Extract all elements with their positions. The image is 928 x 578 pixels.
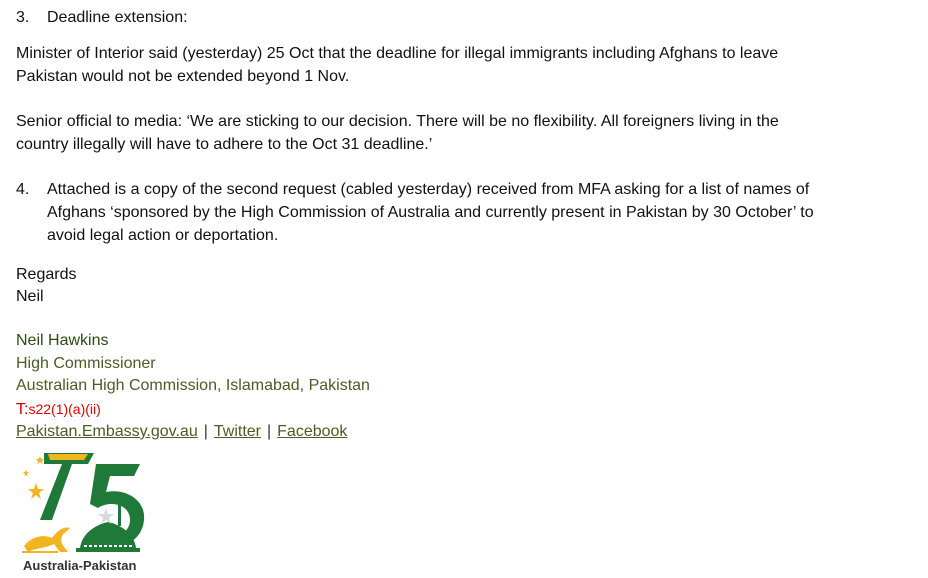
paragraph-1-line-2: Pakistan would not be extended beyond 1 Nov. <box>16 68 350 85</box>
section-3-number: 3. <box>16 9 30 26</box>
signature-title: High Commissioner <box>16 355 156 372</box>
paragraph-1-line-1: Minister of Interior said (yesterday) 25 Oct that the deadline for illegal immigrants including Afghans to leave <box>16 45 779 62</box>
closing-name: Neil <box>16 288 44 305</box>
phone-redaction: s22(1)(a)(ii) <box>28 401 101 417</box>
signature-links <box>16 421 347 443</box>
signature-phone <box>16 398 101 421</box>
facebook-link[interactable]: Facebook <box>277 423 348 440</box>
section-4-line-2: Afghans ‘sponsored by the High Commission of Australia and currently present in Pakistan by 30 October’ to <box>47 204 814 221</box>
signature-name: Neil Hawkins <box>16 332 109 349</box>
phone-label: T: <box>16 401 29 418</box>
section-3 <box>16 6 916 29</box>
website-link[interactable]: Pakistan.Embassy.gov.au <box>16 423 198 440</box>
white-star-icon <box>98 508 114 524</box>
section-4 <box>16 178 916 247</box>
link-separator: | <box>203 423 208 440</box>
seven-numeral-icon <box>40 453 94 520</box>
section-4-line-3: avoid legal action or deportation. <box>47 227 279 244</box>
section-3-heading: Deadline extension: <box>47 9 188 26</box>
kangaroo-icon <box>24 527 70 552</box>
twitter-link[interactable]: Twitter <box>213 423 261 440</box>
paragraph-2-line-1: Senior official to media: ‘We are sticking to our decision. There will be no flexibility. All foreigners living in the <box>16 113 779 130</box>
section-4-line-1: Attached is a copy of the second request (cabled yesterday) received from MFA asking for a list of names of <box>47 181 810 198</box>
paragraph-2-line-2: country illegally will have to adhere to the Oct 31 deadline.’ <box>16 136 433 153</box>
signature-organization: Australian High Commission, Islamabad, Pakistan <box>16 377 370 394</box>
closing-regards: Regards <box>16 266 77 283</box>
logo-caption: Australia-Pakistan <box>23 558 137 573</box>
link-separator: | <box>267 423 272 440</box>
section-4-number: 4. <box>16 181 30 198</box>
